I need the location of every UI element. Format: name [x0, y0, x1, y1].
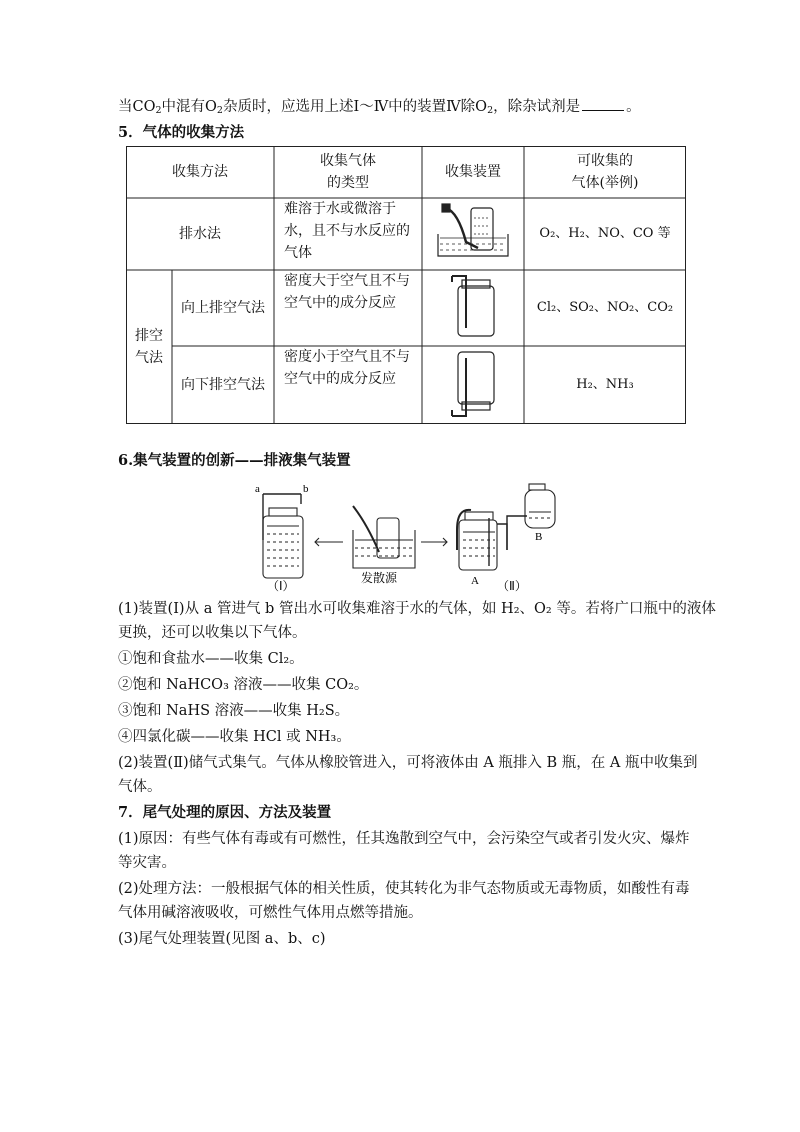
device-II-bottle-B-icon	[525, 484, 555, 528]
intro-text-2: 中混有	[161, 99, 206, 115]
answer-blank[interactable]	[582, 96, 624, 111]
connecting-tube-icon	[507, 516, 527, 550]
upward-air-displacement-icon	[452, 276, 494, 336]
row-water-type-l1: 难溶于水或微溶于	[284, 201, 396, 217]
header-device: 收集装置	[445, 164, 501, 180]
row-downward-method: 向下排空气法	[181, 377, 265, 393]
collection-methods-table	[126, 146, 686, 424]
intro-text-3: 杂质时，应选用上述Ⅰ～Ⅳ中的装置Ⅳ除	[222, 99, 476, 115]
intro-text-5: 。	[626, 99, 641, 115]
arrow-left-icon	[315, 538, 343, 546]
header-gas-type-l1: 收集气体	[320, 153, 376, 169]
header-examples-l2: 气体(举例)	[571, 175, 639, 191]
row-water-examples: O₂、H₂、NO、CO 等	[539, 226, 671, 241]
header-examples	[524, 146, 686, 198]
row-upward-type-l2: 空气中的成分反应	[284, 295, 396, 311]
header-examples-l1: 可收集的	[577, 153, 633, 169]
label-device-II: （Ⅱ）	[497, 579, 527, 592]
intro-line	[118, 96, 641, 122]
label-device-I: （Ⅰ）	[267, 579, 295, 592]
intro-text-1: 当	[118, 99, 133, 115]
row-water-type	[274, 198, 422, 270]
air-group-label	[126, 270, 172, 424]
s7-p3: (3)尾气处理装置(见图 a、b、c)	[118, 931, 326, 947]
row-downward-type	[274, 346, 422, 424]
device-II-bottle-A-icon	[457, 510, 507, 570]
s6-p2-l1: (2)装置(Ⅱ)储气式集气。气体从橡胶管进入，可将液体由 A 瓶排入 B 瓶，在 A 瓶中收集到	[118, 755, 698, 771]
intro-text-4: ，除杂试剂是	[493, 99, 581, 115]
header-gas-type	[274, 146, 422, 198]
s6-item-2: ②饱和 NaHCO₃ 溶液——收集 CO₂。	[118, 677, 369, 693]
s6-item-4: ④四氯化碳——收集 HCl 或 NH₃。	[118, 729, 351, 745]
label-center-source: 发散源	[361, 571, 398, 585]
label-b: b	[303, 483, 309, 495]
row-downward-examples: H₂、NH₃	[576, 377, 634, 392]
section-7-title: 7．尾气处理的原因、方法及装置	[118, 804, 332, 821]
air-group-label-l2: 气法	[135, 350, 163, 366]
s7-p2-l2: 气体用碱溶液吸收，可燃性气体用点燃等措施。	[118, 905, 423, 921]
row-water-type-l2: 水，且不与水反应的	[284, 223, 410, 239]
s7-p2-l1: (2)处理方法：一般根据气体的相关性质，使其转化为非气态物质或无毒物质，如酸性有毒	[118, 881, 690, 897]
intro-co2: CO	[132, 99, 156, 115]
air-group-label-l1: 排空	[135, 328, 163, 344]
arrow-right-icon	[421, 538, 447, 546]
s6-p1-l2: 更换，还可以收集以下气体。	[118, 625, 307, 641]
label-B: B	[535, 531, 543, 543]
row-upward-type-l1: 密度大于空气且不与	[284, 273, 410, 289]
s6-item-1: ①饱和食盐水——收集 Cl₂。	[118, 651, 304, 667]
s6-p1-l1: (1)装置(Ⅰ)从 a 管进气 b 管出水可收集难溶于水的气体，如 H₂、O₂ 等。若将广口瓶中的液体	[118, 601, 716, 617]
label-A: A	[471, 575, 479, 587]
liquid-displacement-figure	[245, 480, 575, 592]
row-downward-type-l1: 密度小于空气且不与	[284, 349, 410, 365]
intro-o2-sub: 2	[216, 105, 223, 116]
device-I-bottle-icon	[263, 494, 303, 578]
downward-air-displacement-icon	[452, 352, 494, 416]
s7-p1-l1: (1)原因：有些气体有毒或有可燃性，任其逸散到空气中，会污染空气或者引发火灾、爆炸	[118, 831, 690, 847]
section-6-title: 6.集气装置的创新——排液集气装置	[118, 452, 351, 469]
intro-o2b: O	[475, 99, 488, 115]
intro-o2b-sub: 2	[487, 105, 494, 116]
s6-item-3: ③饱和 NaHS 溶液——收集 H₂S。	[118, 703, 350, 719]
s6-p2-l2: 气体。	[118, 779, 162, 795]
s7-p1-l2: 等灾害。	[118, 855, 176, 871]
row-upward-type	[274, 270, 422, 346]
label-a: a	[255, 483, 260, 495]
section-5-title: 5．气体的收集方法	[118, 124, 245, 141]
water-displacement-apparatus-icon	[438, 204, 508, 256]
row-upward-examples: Cl₂、SO₂、NO₂、CO₂	[536, 300, 674, 315]
row-water-type-l3: 气体	[284, 245, 312, 261]
row-downward-type-l2: 空气中的成分反应	[284, 371, 396, 387]
row-water-method: 排水法	[179, 226, 221, 242]
source-apparatus-icon	[353, 506, 415, 568]
header-method: 收集方法	[172, 164, 228, 180]
row-upward-method: 向上排空气法	[181, 300, 265, 316]
intro-o2: O	[205, 99, 217, 115]
intro-co2-sub: 2	[155, 105, 162, 116]
header-gas-type-l2: 的类型	[327, 175, 369, 191]
